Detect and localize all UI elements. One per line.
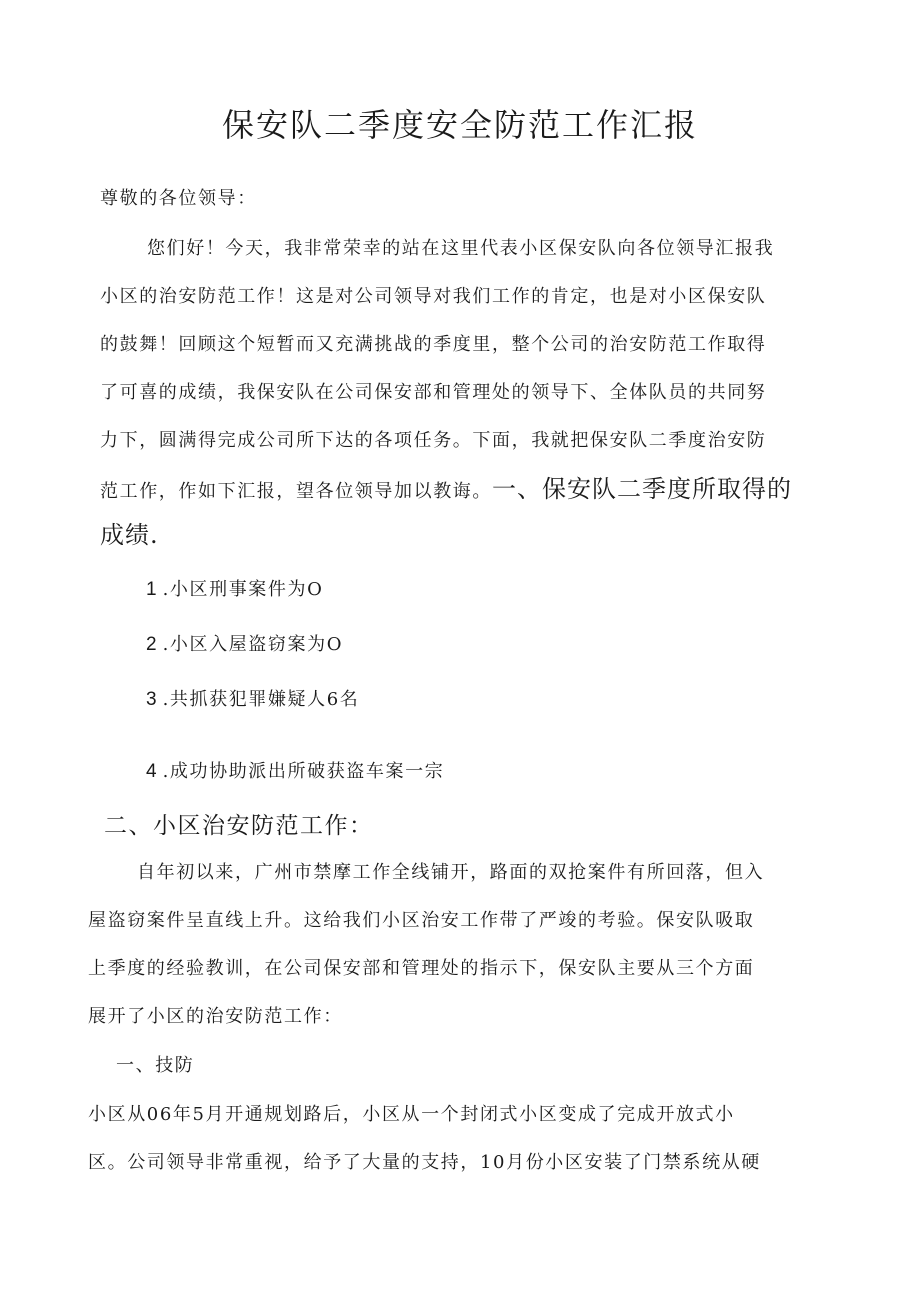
subsection-line: 小区从06年5月开通规划路后，小区从一个封闭式小区变成了完成开放式小 — [88, 1104, 735, 1125]
intro-line: 小区的治安防范工作！这是对公司领导对我们工作的肯定，也是对小区保安队 — [100, 286, 767, 307]
achievement-text: .共抓获犯罪嫌疑人6名 — [162, 689, 360, 710]
achievement-text: .成功协助派出所破获盗车案一宗 — [162, 761, 445, 782]
section1-heading-continued: 成绩. — [100, 521, 159, 549]
achievement-item — [146, 759, 444, 785]
intro-line: 了可喜的成绩，我保安队在公司保安部和管理处的领导下、全体队员的共同努 — [100, 382, 767, 403]
section2-line: 上季度的经验教训，在公司保安部和管理处的指示下，保安队主要从三个方面 — [88, 958, 755, 979]
intro-line: 您们好！今天，我非常荣幸的站在这里代表小区保安队向各位领导汇报我 — [147, 238, 775, 259]
document-title: 保安队二季度安全防范工作汇报 — [221, 106, 698, 144]
subsection-line: 区。公司领导非常重视，给予了大量的支持，10月份小区安装了门禁系统从硬 — [88, 1152, 761, 1173]
achievement-item — [146, 632, 343, 658]
subsection-heading: 一、技防 — [116, 1055, 195, 1076]
section2-line: 展开了小区的治安防范工作： — [88, 1006, 343, 1027]
intro-last-line — [100, 476, 792, 505]
section2-line: 屋盗窃案件呈直线上升。这给我们小区治安工作带了严竣的考验。保安队吸取 — [88, 910, 755, 931]
achievement-number: 4 — [146, 761, 157, 782]
salutation: 尊敬的各位领导： — [100, 188, 257, 209]
achievement-number: 3 — [146, 689, 157, 710]
section2-heading: 二、小区治安防范工作： — [104, 813, 374, 839]
achievement-number: 1 — [146, 579, 157, 600]
intro-line: 的鼓舞！回顾这个短暂而又充满挑战的季度里，整个公司的治安防范工作取得 — [100, 334, 767, 355]
section2-line: 自年初以来，广州市禁摩工作全线铺开，路面的双抢案件有所回落，但入 — [137, 862, 765, 883]
section1-heading: 一、保安队二季度所取得的 — [492, 475, 792, 503]
achievement-number: 2 — [146, 634, 157, 655]
achievement-item — [146, 687, 359, 713]
achievement-text: .小区入屋盗窃案为O — [162, 634, 344, 655]
intro-line: 范工作，作如下汇报，望各位领导加以教诲。 — [100, 481, 492, 502]
achievement-item — [146, 577, 323, 603]
intro-line: 力下，圆满得完成公司所下达的各项任务。下面，我就把保安队二季度治安防 — [100, 430, 767, 451]
achievement-text: .小区刑事案件为O — [162, 579, 324, 600]
